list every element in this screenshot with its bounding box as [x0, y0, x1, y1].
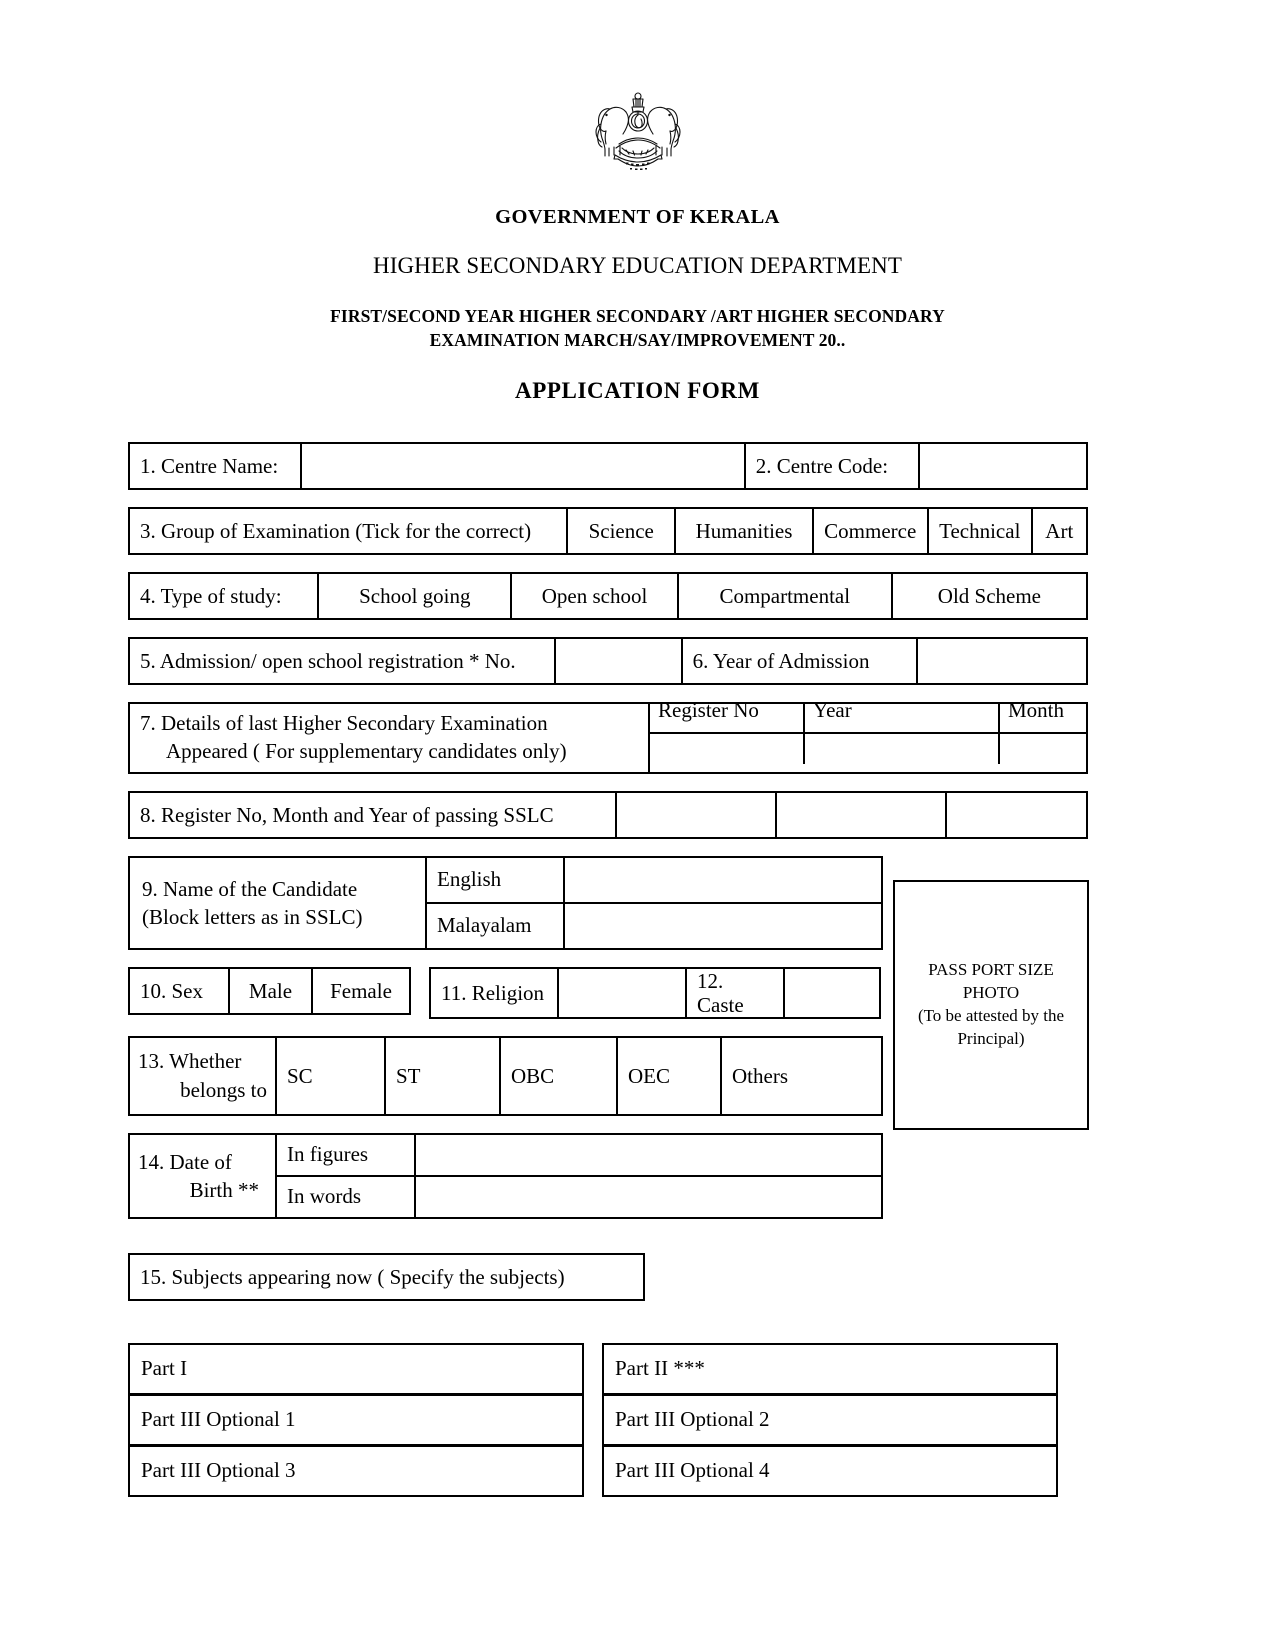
last-exam-label-line2: Appeared ( For supplementary candidates only): [166, 738, 567, 763]
community-option-sc[interactable]: SC: [277, 1038, 386, 1114]
candidate-name-label-line1: 9. Name of the Candidate: [142, 876, 358, 901]
row-group-of-examination: [128, 507, 1088, 555]
date-of-birth-label-line2: Birth **: [189, 1177, 259, 1202]
part-iii-optional-2-field[interactable]: Part III Optional 2: [602, 1394, 1058, 1446]
part-iii-optional-4-field[interactable]: Part III Optional 4: [602, 1445, 1058, 1497]
last-exam-label-line1: 7. Details of last Higher Secondary Examination: [140, 711, 548, 736]
exam-title-line1: FIRST/SECOND YEAR HIGHER SECONDARY /ART HIGHER SECONDARY: [330, 306, 945, 326]
part-i-field[interactable]: Part I: [128, 1343, 584, 1395]
type-of-study-label: 4. Type of study:: [130, 574, 319, 618]
candidate-name-label: [130, 858, 427, 948]
passport-photo-box[interactable]: [893, 880, 1089, 1130]
centre-code-label: 2. Centre Code:: [746, 444, 921, 488]
row-religion-caste: [429, 967, 881, 1019]
community-option-obc[interactable]: OBC: [501, 1038, 618, 1114]
group-option-science[interactable]: Science: [568, 509, 677, 553]
header-block: [0, 206, 1275, 404]
last-exam-grid: [650, 704, 1086, 771]
row-candidate-name: [128, 856, 883, 950]
page-title: APPLICATION FORM: [515, 378, 760, 404]
last-exam-header-month: Month: [1008, 704, 1065, 723]
last-exam-year-input[interactable]: [805, 734, 1000, 764]
last-exam-value-row: [650, 734, 1086, 764]
caste-input[interactable]: [785, 969, 879, 1017]
photo-line-3: (To be attested by the: [917, 1006, 1065, 1026]
study-option-old-scheme[interactable]: Old Scheme: [937, 584, 1042, 609]
caste-label: 12. Caste: [687, 969, 785, 1017]
community-label-line1: 13. Whether: [138, 1049, 242, 1073]
row-last-exam-details: [128, 702, 1088, 773]
group-option-humanities[interactable]: Humanities: [676, 509, 813, 553]
row-date-of-birth: [128, 1133, 883, 1219]
religion-label: 11. Religion: [431, 969, 559, 1017]
last-exam-header-year: Year: [805, 704, 1000, 732]
dob-in-words-input[interactable]: [416, 1177, 881, 1217]
date-of-birth-label-line1: 14. Date of: [138, 1149, 232, 1174]
year-of-admission-input[interactable]: [918, 639, 1086, 683]
candidate-name-languages: [427, 858, 881, 948]
government-title: GOVERNMENT OF KERALA: [495, 206, 780, 228]
exam-title-line2: EXAMINATION MARCH/SAY/IMPROVEMENT 20..: [429, 329, 846, 350]
religion-input[interactable]: [559, 969, 687, 1017]
row-sslc-details: [128, 791, 1088, 839]
row-community: [128, 1036, 883, 1116]
last-exam-label: [130, 704, 650, 771]
centre-code-input[interactable]: [920, 444, 1086, 488]
row-admission: [128, 637, 1088, 685]
malayalam-label: Malayalam: [427, 904, 565, 948]
part-iii-optional-3-field[interactable]: Part III Optional 3: [128, 1445, 584, 1497]
dob-figures-row: [277, 1135, 881, 1177]
centre-name-input[interactable]: [302, 444, 746, 488]
candidate-name-malayalam-row: [427, 904, 881, 948]
department-title: HIGHER SECONDARY EDUCATION DEPARTMENT: [373, 253, 902, 278]
candidate-name-label-line2: (Block letters as in SSLC): [142, 904, 363, 929]
year-of-admission-label: 6. Year of Admission: [683, 639, 918, 683]
community-option-st[interactable]: ST: [386, 1038, 501, 1114]
sslc-register-no-input[interactable]: [617, 793, 777, 837]
dob-in-figures-label: In figures: [277, 1135, 416, 1175]
row-subjects-heading: [128, 1253, 645, 1301]
sslc-month-input[interactable]: [777, 793, 947, 837]
date-of-birth-label: [130, 1135, 277, 1217]
subject-parts-right-column: [602, 1343, 1058, 1497]
centre-name-label: 1. Centre Name:: [130, 444, 302, 488]
group-option-art[interactable]: Art: [1045, 519, 1074, 544]
sex-option-male[interactable]: Male: [230, 969, 313, 1013]
group-of-examination-label: 3. Group of Examination (Tick for the correct): [130, 509, 568, 553]
last-exam-month-input[interactable]: [1000, 734, 1086, 764]
english-name-input[interactable]: [565, 858, 881, 902]
photo-line-1: PASS PORT SIZE: [928, 960, 1054, 980]
admission-number-label: 5. Admission/ open school registration * No.: [130, 639, 556, 683]
sslc-label: 8. Register No, Month and Year of passing SSLC: [130, 793, 617, 837]
last-exam-header-row: [650, 704, 1086, 734]
community-label-line2: belongs to: [180, 1077, 267, 1102]
row-sex-religion-caste: [128, 967, 1275, 1036]
community-label: [130, 1038, 277, 1114]
dob-words-row: [277, 1177, 881, 1217]
malayalam-name-input[interactable]: [565, 904, 881, 948]
sex-option-female[interactable]: Female: [330, 978, 392, 1003]
emblem-container: [0, 0, 1275, 180]
community-option-oec[interactable]: OEC: [618, 1038, 722, 1114]
study-option-open-school[interactable]: Open school: [512, 574, 678, 618]
part-ii-field[interactable]: Part II ***: [602, 1343, 1058, 1395]
dob-in-words-label: In words: [277, 1177, 416, 1217]
group-option-technical[interactable]: Technical: [929, 509, 1033, 553]
community-option-others[interactable]: Others: [732, 1063, 788, 1088]
photo-line-4: Principal): [957, 1029, 1025, 1049]
dob-in-figures-input[interactable]: [416, 1135, 881, 1175]
english-label: English: [427, 858, 565, 902]
sslc-year-input[interactable]: [947, 793, 1086, 837]
candidate-name-english-row: [427, 858, 881, 904]
photo-line-2: PHOTO: [962, 983, 1020, 1003]
row-type-of-study: [128, 572, 1088, 620]
subjects-appearing-label: 15. Subjects appearing now ( Specify the subjects): [140, 1264, 565, 1289]
form-body: [0, 442, 1275, 1497]
date-of-birth-fields: [277, 1135, 881, 1217]
row-centre: [128, 442, 1088, 490]
row-sex: [128, 967, 411, 1015]
last-exam-header-register-no: Register No: [650, 704, 805, 732]
group-option-commerce[interactable]: Commerce: [814, 509, 929, 553]
kerala-state-emblem-icon: [583, 92, 693, 180]
study-option-school-going[interactable]: School going: [319, 574, 512, 618]
subject-parts-grid: [128, 1343, 1275, 1497]
admission-number-input[interactable]: [556, 639, 682, 683]
study-option-compartmental[interactable]: Compartmental: [679, 574, 893, 618]
subject-parts-left-column: [128, 1343, 584, 1497]
sex-label: 10. Sex: [130, 969, 230, 1013]
last-exam-register-no-input[interactable]: [650, 734, 805, 764]
part-iii-optional-1-field[interactable]: Part III Optional 1: [128, 1394, 584, 1446]
